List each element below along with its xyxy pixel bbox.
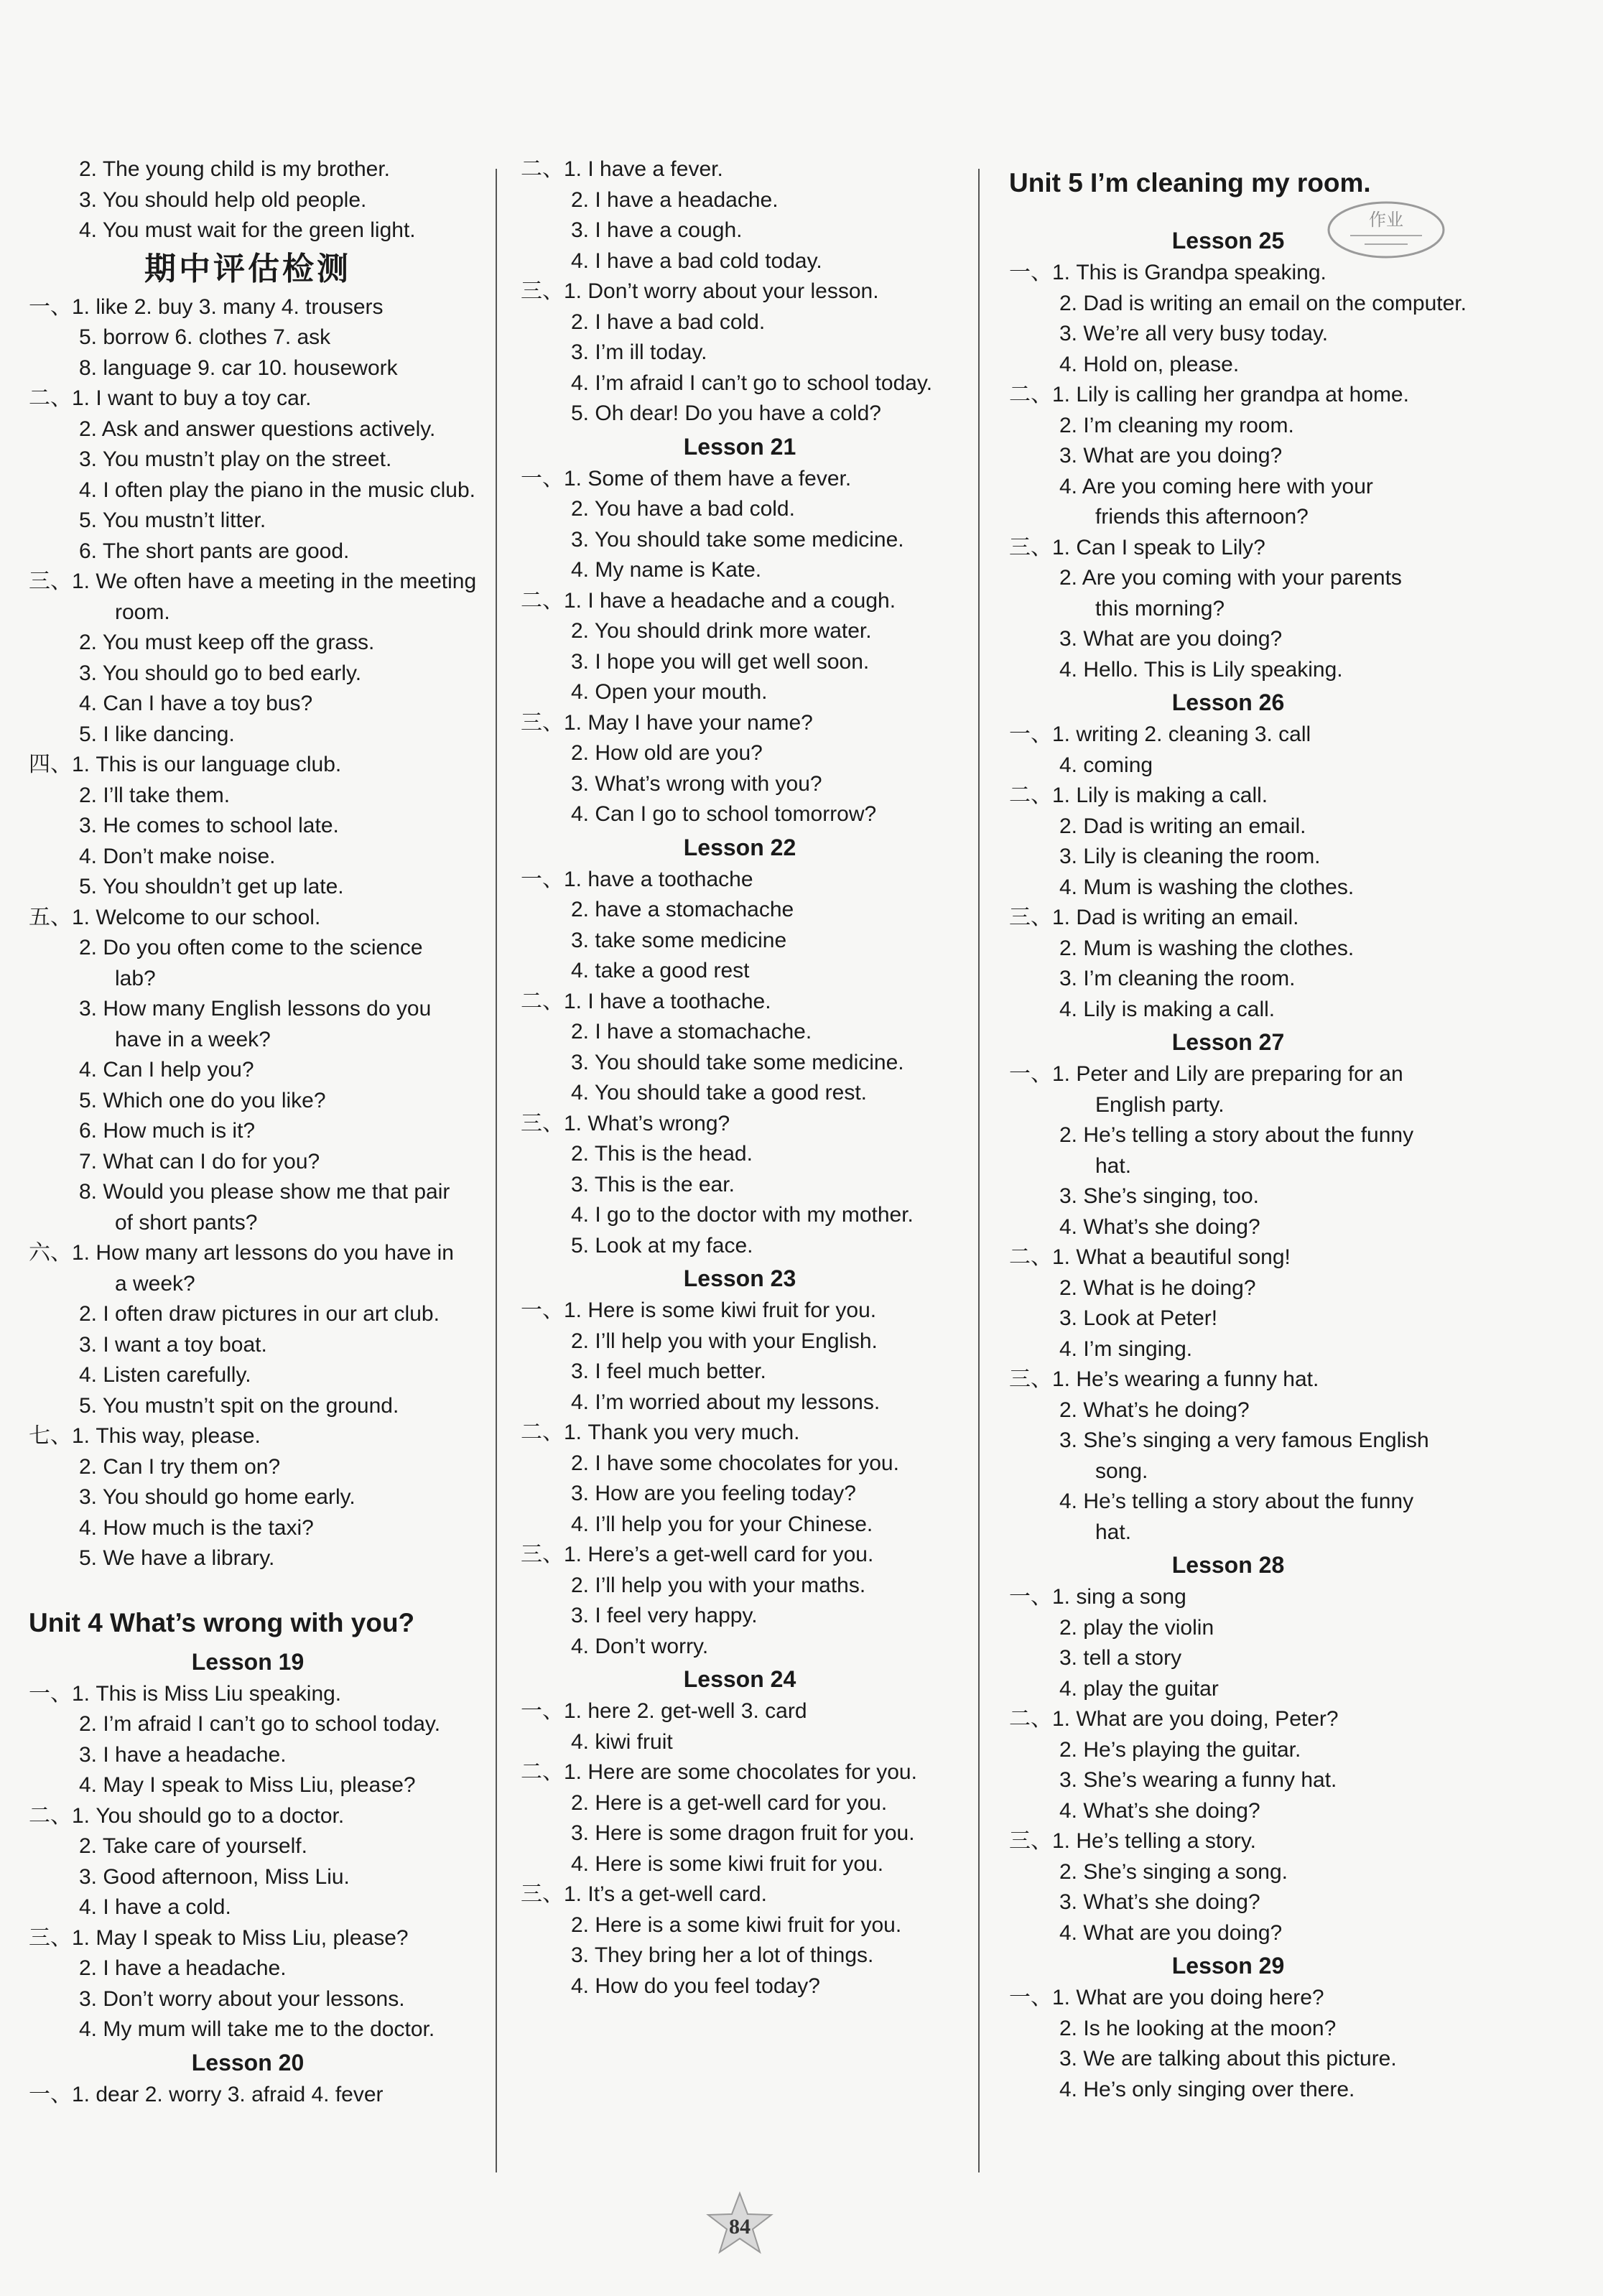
answer-line: 4. May I speak to Miss Liu, please? [79,1773,416,1797]
answer-line: 2. I have some chocolates for you. [571,1451,899,1475]
answer-line: 3. They bring her a lot of things. [571,1943,874,1967]
answer-line: 三、1. May I have your name? [521,710,813,735]
answer-line: 3. What’s she doing? [1059,1890,1260,1914]
answer-line: 2. I have a stomachache. [571,1020,812,1044]
answer-line: lab? [115,966,156,990]
answer-line: 4. Hold on, please. [1059,352,1240,376]
answer-line: 3. You should help old people. [79,187,367,212]
unit-5-title: Unit 5 I’m cleaning my room. [1009,168,1371,197]
answer-line: 一、1. here 2. get-well 3. card [521,1699,807,1723]
answer-line: 3. She’s singing, too. [1059,1184,1259,1208]
answer-line: 4. Don’t worry. [571,1634,709,1658]
answer-line: 4. Are you coming here with your [1059,474,1373,498]
answer-line: 二、1. I have a headache and a cough. [521,588,896,613]
answer-line: 七、1. This way, please. [29,1424,261,1448]
lesson-23-title: Lesson 23 [683,1265,796,1291]
answer-line: 2. I’m afraid I can’t go to school today. [79,1712,441,1736]
answer-line: 2. I’ll help you with your English. [571,1329,878,1353]
answer-line: 2. I have a headache. [571,187,779,212]
answer-line: 三、1. He’s wearing a funny hat. [1009,1367,1319,1391]
lesson-24-title: Lesson 24 [683,1666,796,1692]
answer-line: 2. Take care of yourself. [79,1834,307,1858]
answer-line: 三、1. May I speak to Miss Liu, please? [29,1925,409,1950]
answer-line: 2. I have a bad cold. [571,310,766,334]
answer-line: 3. I’m ill today. [571,340,707,364]
column-1 [29,154,477,2110]
answer-line: 5. Oh dear! Do you have a cold? [571,401,881,425]
answer-line: 2. You have a bad cold. [571,497,795,521]
answer-line: 2. He’s playing the guitar. [1059,1737,1301,1762]
answer-line: 4. What are you doing? [1059,1920,1283,1945]
answer-line: hat. [1095,1153,1132,1178]
answer-line: 3. Good afternoon, Miss Liu. [79,1864,350,1889]
lesson-21-answers [521,464,959,830]
answer-line: 2. He’s telling a story about the funny [1059,1123,1414,1147]
answer-line: 5. You mustn’t litter. [79,508,266,532]
lesson-25-title: Lesson 25 [1171,228,1285,254]
answer-line: 4. play the guitar [1059,1676,1219,1701]
answer-line: 5. We have a library. [79,1546,275,1570]
answer-line: 2. Mum is washing the clothes. [1059,936,1355,960]
answer-line: 6. The short pants are good. [79,539,350,563]
lesson-28-answers [1009,1582,1447,1948]
midterm-title: 期中评估检测 [144,251,351,287]
answer-line: 2. Here is a some kiwi fruit for you. [571,1912,902,1937]
lesson-22-title: Lesson 22 [683,834,796,860]
lesson-27-title: Lesson 27 [1171,1029,1285,1055]
answer-line: 4. I’m singing. [1059,1337,1193,1361]
answer-line: 4. I have a bad cold today. [571,248,822,273]
answer-line: 3. We’re all very busy today. [1059,322,1329,345]
lesson-22-answers [521,865,959,1262]
answer-line: 三、1. What’s wrong? [521,1111,730,1135]
answer-line: 4. I often play the piano in the music club. [79,478,475,502]
homework-stamp [1321,194,1451,266]
answer-line: 5. Which one do you like? [79,1088,326,1112]
answer-line: 三、1. Don’t worry about your lesson. [521,279,879,303]
answer-line: 2. I’ll take them. [79,783,231,807]
answer-line: of short pants? [115,1210,258,1235]
intro-lines [29,154,467,246]
answer-line: 4. He’s only singing over there. [1059,2077,1355,2101]
answer-line: 二、1. Here are some chocolates for you. [521,1760,917,1784]
answer-line: 4. Can I go to school tomorrow? [571,802,877,826]
lesson-23-answers [521,1296,959,1662]
answer-line: 三、1. Dad is writing an email. [1009,906,1299,929]
answer-line: 一、1. Peter and Lily are preparing for an [1009,1062,1403,1086]
answer-line: 2. I’ll help you with your maths. [571,1573,866,1597]
column-divider-left [496,169,497,2172]
answer-line: 3. I hope you will get well soon. [571,649,870,674]
answer-line: 三、1. He’s telling a story. [1009,1829,1257,1853]
answer-line: 4. take a good rest [571,959,750,982]
answer-line: 2. Can I try them on? [79,1454,281,1479]
lesson-28-title: Lesson 28 [1171,1552,1285,1578]
answer-line: 三、1. We often have a meeting in the meeting [29,570,477,593]
lesson-29-answers [1009,1983,1447,2105]
lesson-20-continued [521,154,959,429]
answer-line: this morning? [1095,596,1225,621]
answer-line: 一、1. What are you doing here? [1009,1986,1324,2009]
answer-line: room. [115,600,170,624]
answer-line: 3. She’s singing a very famous English [1059,1428,1429,1452]
answer-line: 4. I have a cold. [79,1895,231,1919]
answer-line: 4. Can I help you? [79,1058,254,1082]
answer-line: 3. We are talking about this picture. [1059,2047,1397,2070]
column-divider-right [978,169,980,2172]
answer-line: 3. You should take some medicine. [571,1050,904,1074]
answer-line: 二、1. Lily is calling her grandpa at home. [1009,383,1409,406]
answer-line: 一、1. Some of them have a fever. [521,466,852,491]
unit-4-title: Unit 4 What’s wrong with you? [29,1607,415,1637]
answer-line: 二、1. Thank you very much. [521,1421,800,1444]
answer-line: 3. You should go to bed early. [79,661,362,685]
answer-line: 二、1. I have a fever. [521,157,723,181]
answer-line: 2. Is he looking at the moon? [1059,2016,1337,2040]
lesson-19-title: Lesson 19 [191,1648,305,1675]
answer-line: 3. What are you doing? [1059,627,1283,651]
answer-line: 2. The young child is my brother. [79,157,391,181]
lesson-29-title: Lesson 29 [1171,1953,1285,1979]
answer-line: 二、1. What a beautiful song! [1009,1245,1291,1269]
answer-line: 3. How many English lessons do you [79,997,432,1021]
answer-line: 一、1. have a toothache [521,867,753,891]
answer-line: 三、1. Can I speak to Lily? [1009,535,1265,559]
column-3 [1009,162,1467,2105]
answer-line: 二、1. You should go to a doctor. [29,1803,345,1828]
answer-line: 一、1. writing 2. cleaning 3. call [1009,722,1311,746]
answer-line: 三、1. Here’s a get-well card for you. [521,1543,874,1566]
column-2 [521,154,959,2002]
answer-line: friends this afternoon? [1095,505,1309,529]
answer-line: 3. I’m cleaning the room. [1059,967,1296,990]
answer-line: 3. Lily is cleaning the room. [1059,845,1321,868]
answer-line: 2. have a stomachache [571,898,794,921]
answer-line: 3. How are you feeling today? [571,1482,856,1505]
lesson-26-title: Lesson 26 [1171,689,1285,715]
answer-line: 4. kiwi fruit [571,1729,673,1754]
lesson-19-answers [29,1679,467,2045]
answer-line: 3. take some medicine [571,928,787,952]
answer-line: 5. borrow 6. clothes 7. ask [79,325,331,349]
answer-line: 8. language 9. car 10. housework [79,355,398,380]
answer-line: 4. He’s telling a story about the funny [1059,1489,1414,1513]
answer-line: 3. You should go home early. [79,1485,356,1509]
lesson-25-answers [1009,258,1467,685]
answer-line: 3. I have a cough. [571,218,743,242]
answer-line: 2. What is he doing? [1059,1275,1256,1300]
answer-line: 3. tell a story [1059,1646,1182,1670]
answer-line: have in a week? [115,1027,271,1051]
answer-line: 4. Here is some kiwi fruit for you. [571,1851,884,1876]
answer-line: 4. Mum is washing the clothes. [1059,875,1355,899]
answer-line: 2. play the violin [1059,1615,1214,1640]
answer-line: 2. Here is a get-well card for you. [571,1790,888,1815]
answer-line: 2. I often draw pictures in our art club. [79,1302,440,1326]
answer-line: 3. This is the ear. [571,1172,735,1196]
answer-line: 4. Hello. This is Lily speaking. [1059,657,1343,682]
answer-line: 7. What can I do for you? [79,1149,320,1173]
answer-line: 六、1. How many art lessons do you have in [29,1241,454,1265]
answer-line: 3. What are you doing? [1059,444,1283,468]
answer-line: 二、1. Lily is making a call. [1009,784,1268,807]
answer-line: 2. How old are you? [571,741,763,765]
answer-line: 4. My name is Kate. [571,558,762,582]
answer-line: 2. Do you often come to the science [79,936,423,959]
answer-line: 2. Are you coming with your parents [1059,566,1402,590]
answer-line: 3. He comes to school late. [79,814,339,837]
lesson-26-answers [1009,720,1447,1025]
answer-line: 4. Open your mouth. [571,680,768,704]
answer-line: 一、1. like 2. buy 3. many 4. trousers [29,294,384,319]
answer-line: 4. You should take a good rest. [571,1081,867,1105]
answer-line: 2. Ask and answer questions actively. [79,417,436,441]
answer-line: 4. What’s she doing? [1059,1798,1260,1823]
answer-line: 二、1. I have a toothache. [521,989,771,1013]
answer-line: 4. You must wait for the green light. [79,218,416,242]
answer-line: 4. My mum will take me to the doctor. [79,2017,435,2041]
answer-line: 8. Would you please show me that pair [79,1180,450,1204]
midterm-answers [29,292,477,1574]
answer-line: 2. You should drink more water. [571,619,872,643]
answer-line: 4. Don’t make noise. [79,844,276,868]
answer-line: 2. I’m cleaning my room. [1059,413,1294,437]
answer-line: 3. I have a headache. [79,1742,287,1767]
answer-line: hat. [1095,1520,1132,1544]
answer-line: 3. She’s wearing a funny hat. [1059,1768,1337,1792]
answer-line: 4. Lily is making a call. [1059,997,1276,1021]
answer-line: 2. I have a headache. [79,1956,287,1980]
answer-line: 3. I feel much better. [571,1360,766,1383]
lesson-21-title: Lesson 21 [683,433,796,460]
answer-line: 一、1. Here is some kiwi fruit for you. [521,1298,877,1322]
lesson-20-title: Lesson 20 [191,2049,305,2076]
page-number-badge [704,2190,776,2255]
answer-line: 2. What’s he doing? [1059,1398,1250,1422]
answer-line: 一、1. dear 2. worry 3. afraid 4. fever [29,2082,384,2106]
lesson-27-answers [1009,1059,1447,1548]
answer-line: 4. coming [1059,753,1153,777]
answer-line: 一、1. This is Grandpa speaking. [1009,261,1326,284]
answer-line: 4. How much is the taxi? [79,1515,314,1540]
answer-line: 4. Listen carefully. [79,1363,251,1387]
answer-line: 4. Can I have a toy bus? [79,692,313,715]
answer-line: 五、1. Welcome to our school. [29,905,321,929]
answer-line: 二、1. What are you doing, Peter? [1009,1707,1339,1731]
answer-line: 5. Look at my face. [571,1233,753,1258]
answer-line: 4. I’ll help you for your Chinese. [571,1512,873,1536]
answer-line: 4. What’s she doing? [1059,1214,1260,1239]
lesson-20-answers [29,2080,467,2111]
answer-line: 2. This is the head. [571,1142,753,1166]
answer-line: 3. I want a toy boat. [79,1332,267,1357]
answer-line: 4. I’m worried about my lessons. [571,1390,881,1414]
answer-line: 2. She’s singing a song. [1059,1859,1288,1884]
answer-line: 5. You shouldn’t get up late. [79,875,344,898]
answer-line: 3. You mustn’t play on the street. [79,447,392,471]
answer-line: 4. I go to the doctor with my mother. [571,1203,914,1227]
answer-line: 2. Dad is writing an email. [1059,814,1306,838]
page-number: 84 [729,2215,751,2239]
answer-line: a week? [115,1271,195,1296]
answer-line: 2. You must keep off the grass. [79,631,375,654]
answer-line: 3. Here is some dragon fruit for you. [571,1821,915,1845]
answer-line: 3. Look at Peter! [1059,1306,1218,1330]
answer-line: 3. What’s wrong with you? [571,771,822,796]
answer-line: 三、1. It’s a get-well card. [521,1882,767,1906]
answer-line: English party. [1095,1092,1225,1117]
stamp-text: 作业 [1369,210,1403,230]
answer-line: 2. Dad is writing an email on the computer. [1059,291,1467,315]
answer-line: 一、1. sing a song [1009,1585,1186,1609]
answer-line: 4. How do you feel today? [571,1974,820,1998]
answer-line: 4. I’m afraid I can’t go to school today. [571,371,933,395]
answer-line: 3. Don’t worry about your lessons. [79,1986,405,2011]
answer-line: 3. You should take some medicine. [571,527,904,552]
lesson-24-answers [521,1696,959,2002]
answer-line: 6. How much is it? [79,1119,256,1143]
answer-line: song. [1095,1459,1148,1483]
answer-line: 四、1. This is our language club. [29,753,342,776]
answer-line: 5. I like dancing. [79,722,235,746]
answer-line: 二、1. I want to buy a toy car. [29,386,312,410]
answer-line: 3. I feel very happy. [571,1604,758,1627]
answer-line: 5. You mustn’t spit on the ground. [79,1393,399,1418]
answer-line: 一、1. This is Miss Liu speaking. [29,1681,342,1706]
